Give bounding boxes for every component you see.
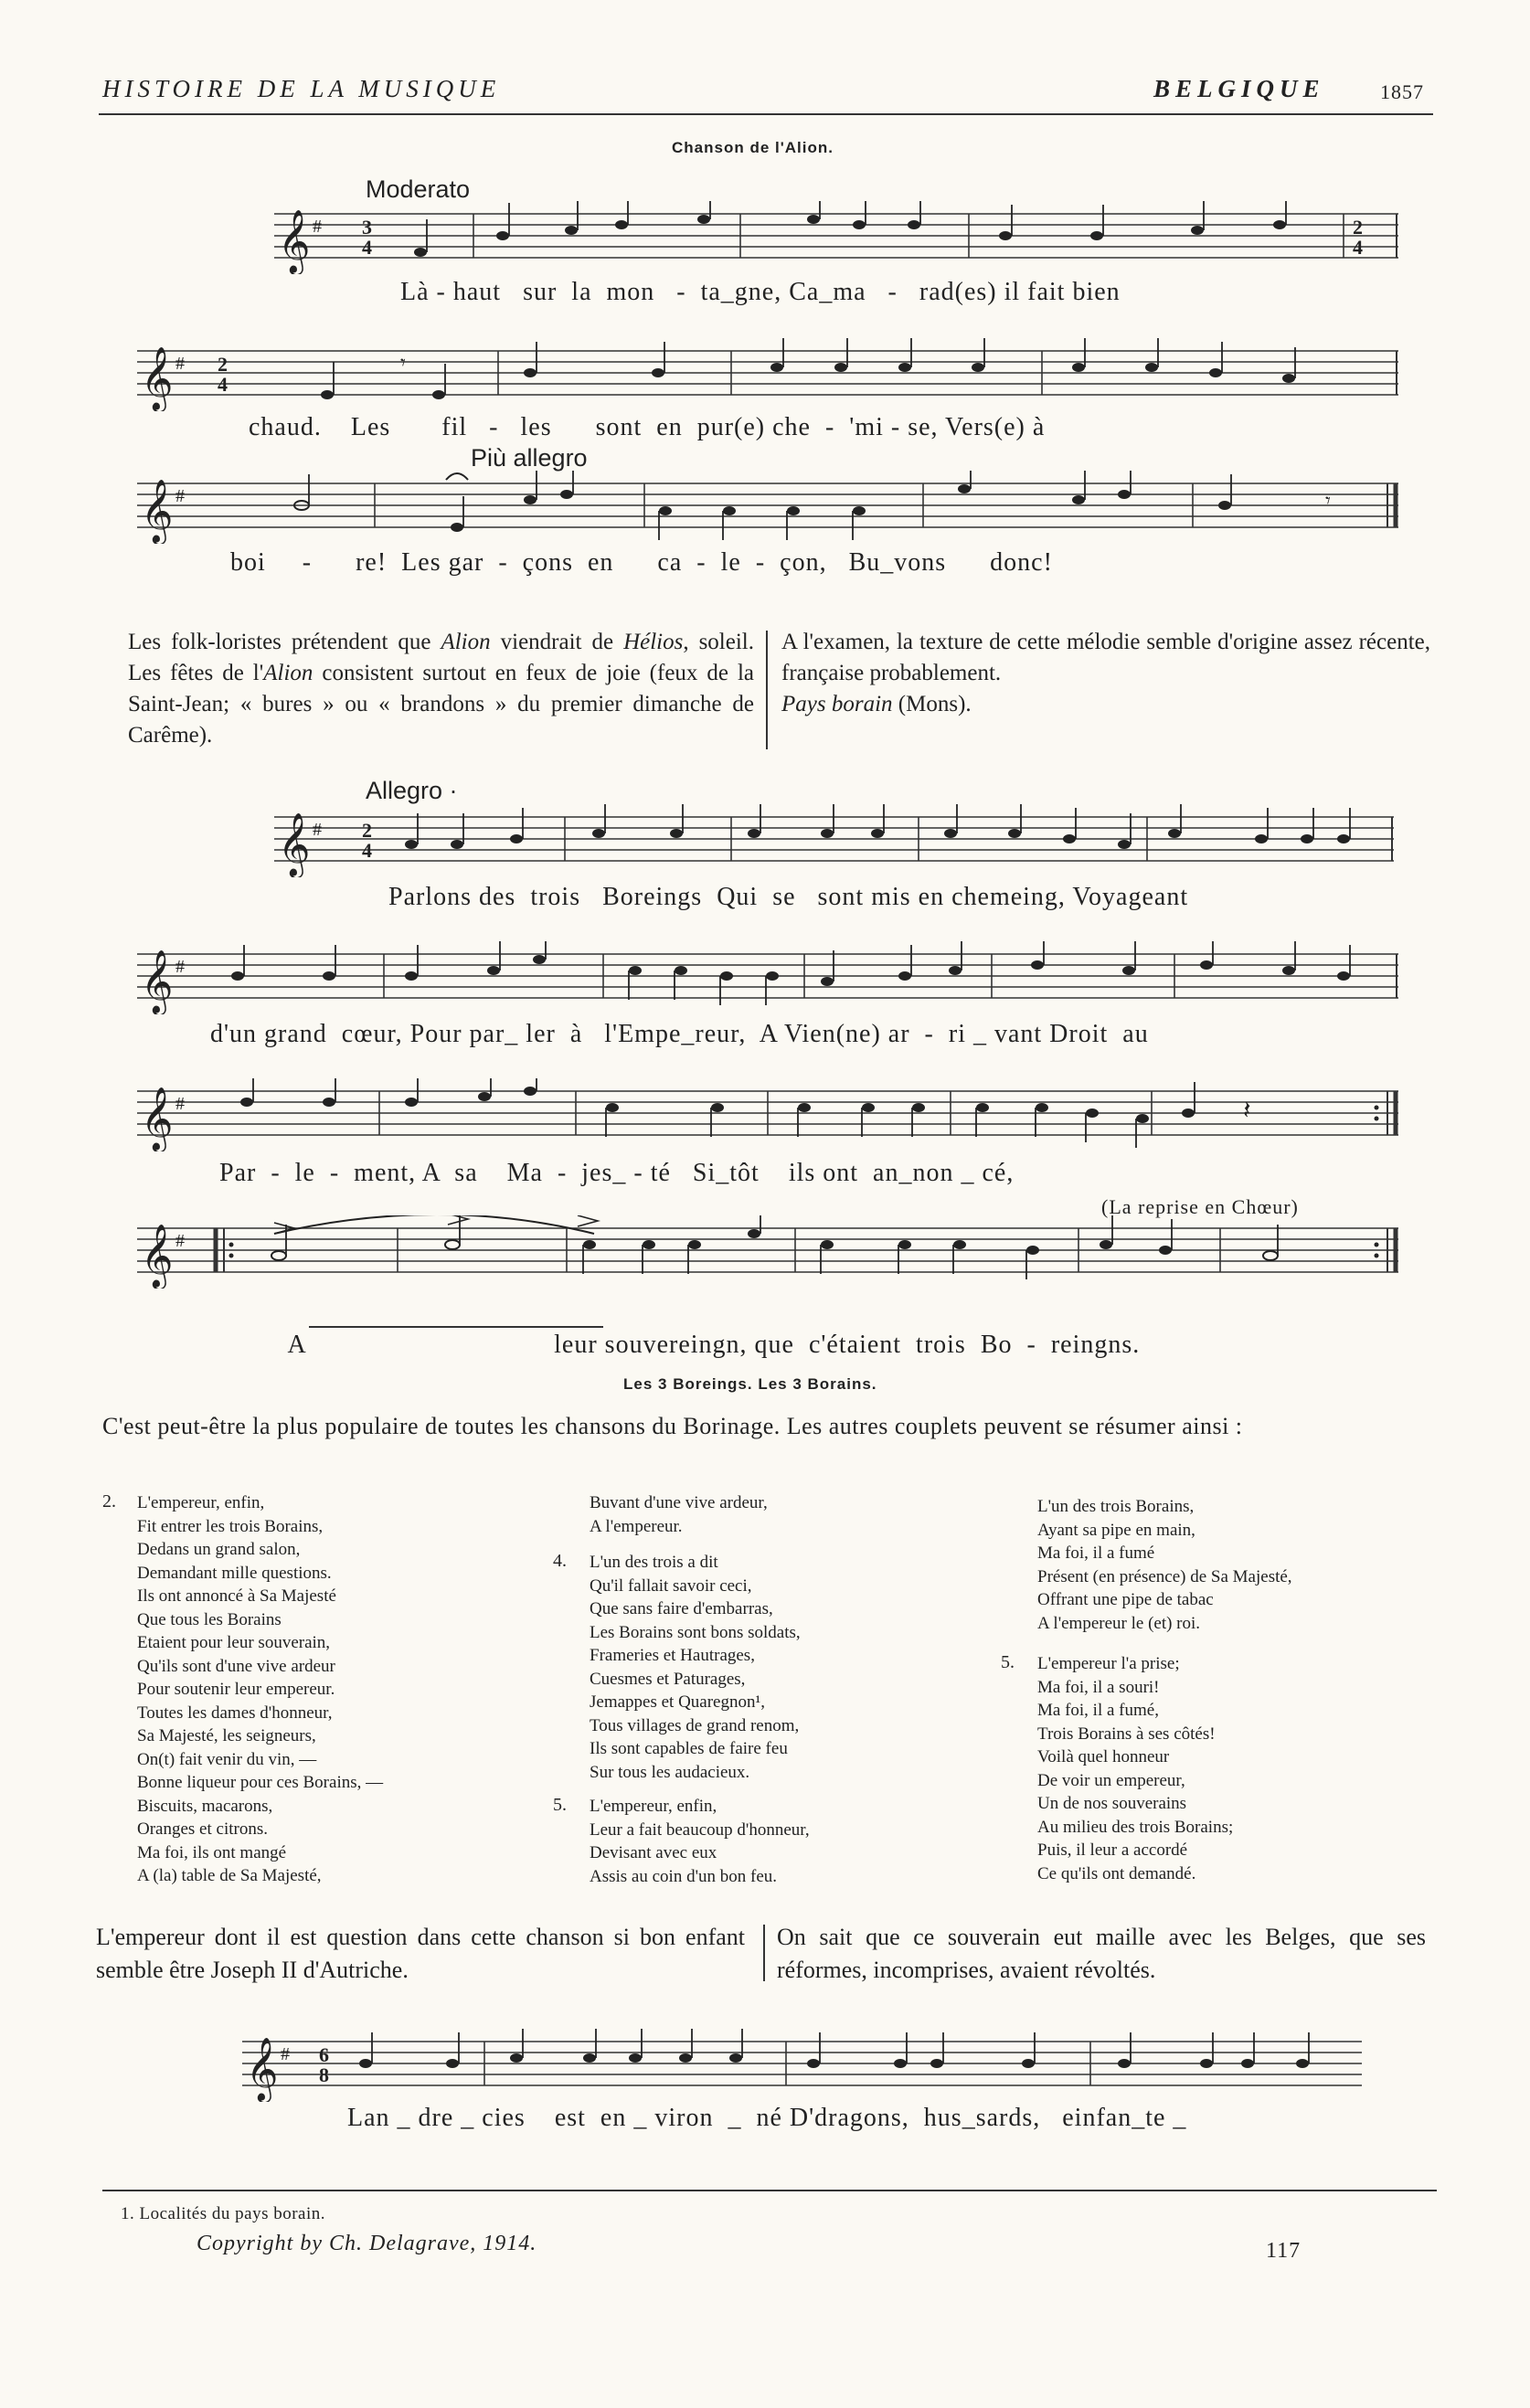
svg-text:#: # bbox=[175, 486, 185, 506]
verse-2-end: Buvant d'une vive ardeur, A l'empereur. bbox=[590, 1493, 768, 1536]
svg-text:𝄞: 𝄞 bbox=[141, 348, 174, 408]
svg-text:#: # bbox=[175, 957, 185, 977]
music-staff-system-4 bbox=[274, 804, 1394, 877]
commentary-1-right bbox=[781, 627, 1430, 720]
svg-text:𝄞: 𝄞 bbox=[141, 951, 174, 1012]
song2-lyrics-line-3: Par - le - ment, A sa Ma - jes_ - té Si_tôt ils ont an_non _ cé, bbox=[219, 1159, 1015, 1187]
intro-paragraph: C'est peut-être la plus populaire de toutes les chansons du Borinage. Les autres couplets peuvent se résumer ainsi : bbox=[102, 1413, 1243, 1439]
svg-text:𝄾: 𝄾 bbox=[400, 351, 406, 374]
svg-text:8: 8 bbox=[319, 2063, 329, 2086]
svg-text:𝄞: 𝄞 bbox=[278, 814, 311, 875]
verse-number-4: 4. bbox=[553, 1551, 567, 1571]
song2-lyrics-line-1: Parlons des trois Boreings Qui se sont mis en chemeing, Voyageant bbox=[388, 883, 1189, 911]
song1-lyrics-line-3: boi - re! Les gar - çons en ca - le - çon, Bu_vons donc! bbox=[230, 548, 1053, 577]
running-head-right: BELGIQUE bbox=[1153, 75, 1325, 102]
verse-4: L'un des trois a dit Qu'il fallait savoir ceci, Que sans faire d'embarras, Les Borains sont bons soldats, Frameries et Hautrages, Cuesmes et Paturages, Jemappes et Quaregnon¹, Tous villages de grand renom, Ils sont capables de faire feu Sur tous les audacieux. bbox=[590, 1553, 801, 1782]
commentary-1-right-text: A l'examen, la texture de cette mélodie semble d'origine assez récente, française probablement. bbox=[781, 630, 1430, 685]
song1-title: Chanson de l'Alion. bbox=[672, 139, 834, 156]
header-rule bbox=[99, 113, 1433, 115]
page-number: 117 bbox=[1266, 2239, 1302, 2263]
music-staff-system-7 bbox=[137, 1215, 1398, 1289]
commentary-1-left-text-c: , soleil. Les fêtes de l' bbox=[128, 630, 754, 685]
svg-text:4: 4 bbox=[1353, 236, 1363, 259]
svg-text:#: # bbox=[175, 354, 185, 374]
commentary-1-left-text-d: consistent surtout en feux de joie (feux de la Saint-Jean; « bures » ou « brandons » du premier dimanche de Carême). bbox=[128, 661, 754, 748]
running-head-left: HISTOIRE DE LA MUSIQUE bbox=[102, 75, 501, 102]
music-staff-system-2 bbox=[137, 338, 1398, 411]
music-staff-system-8 bbox=[242, 2029, 1362, 2102]
svg-text:𝄞: 𝄞 bbox=[278, 211, 311, 271]
svg-text:𝄞: 𝄞 bbox=[246, 2039, 279, 2099]
music-staff-system-3 bbox=[137, 471, 1398, 544]
commentary-1-left-em-a: Alion bbox=[441, 630, 491, 654]
song1-lyrics-line-2: chaud. Les fil - les sont en pur(e) che - 'mi - se, Vers(e) à bbox=[249, 413, 1046, 441]
svg-text:#: # bbox=[175, 1231, 185, 1251]
verse-4-continued: L'un des trois Borains, Ayant sa pipe en main, Ma foi, il a fumé Présent (en présence) de Sa Majesté, Offrant une pipe de tabac A l'empereur le (et) roi. bbox=[1037, 1497, 1292, 1633]
commentary-1-right-place: (Mons). bbox=[892, 692, 972, 716]
column-divider-1 bbox=[766, 631, 768, 749]
music-staff-system-5 bbox=[137, 941, 1398, 1014]
svg-text:3: 3 bbox=[362, 216, 372, 239]
svg-text:#: # bbox=[281, 2044, 290, 2064]
svg-text:6: 6 bbox=[319, 2043, 329, 2066]
svg-text:2: 2 bbox=[218, 353, 228, 376]
svg-text:4: 4 bbox=[362, 839, 372, 862]
verse-number-5b: 5. bbox=[1001, 1652, 1015, 1672]
commentary-1-left-em-c: Alion bbox=[263, 661, 313, 685]
melisma-line bbox=[309, 1326, 603, 1328]
column-divider-2 bbox=[763, 1925, 765, 1981]
footnote: 1. Localités du pays borain. bbox=[121, 2204, 326, 2223]
copyright-line: Copyright by Ch. Delagrave, 1914. bbox=[197, 2232, 537, 2255]
song2-lyrics-line-4-text: A leur souvereingn, que c'étaient trois Bo - reingns. bbox=[287, 1331, 1141, 1359]
running-head-page: 1857 bbox=[1380, 80, 1424, 103]
verse-2: L'empereur, enfin, Fit entrer les trois Borains, Dedans un grand salon, Demandant mille questions. Ils ont annoncé à Sa Majesté Que tous les Borains Etaient pour leur souverain, Qu'ils sont d'une vive ardeur Pour soutenir leur empereur. Toutes les dames d'honneur, Sa Majesté, les seigneurs, On(t) fait venir du vin, — Bonne liqueur pour ces Borains, — Biscuits, macarons, Oranges et citrons. Ma foi, ils ont mangé A (la) table de Sa Majesté, bbox=[137, 1493, 384, 1885]
svg-text:#: # bbox=[175, 1094, 185, 1114]
commentary-1-right-source: Pays borain bbox=[781, 692, 893, 716]
song2-tempo: Allegro · bbox=[366, 777, 458, 804]
song2-caption: Les 3 Boreings. Les 3 Borains. bbox=[623, 1375, 877, 1393]
music-staff-system-1 bbox=[274, 201, 1398, 274]
svg-text:𝄞: 𝄞 bbox=[141, 1088, 174, 1149]
svg-text:4: 4 bbox=[362, 236, 372, 259]
song2-reprise-note: (La reprise en Chœur) bbox=[1101, 1195, 1299, 1218]
song2-lyrics-line-4 bbox=[274, 1301, 1140, 1360]
verse-number-2: 2. bbox=[102, 1491, 116, 1512]
footnote-rule bbox=[102, 2190, 1437, 2191]
svg-text:𝄽: 𝄽 bbox=[1243, 1097, 1251, 1125]
svg-text:2: 2 bbox=[362, 819, 372, 842]
svg-text:𝄞: 𝄞 bbox=[141, 1225, 174, 1286]
song2-lyrics-line-2: d'un grand cœur, Pour par_ ler à l'Empe_reur, A Vien(ne) ar - ri _ vant Droit au bbox=[210, 1020, 1149, 1048]
svg-text:4: 4 bbox=[218, 373, 228, 396]
commentary-1-left-text-b: viendrait de bbox=[490, 630, 624, 654]
song1-tempo: Moderato bbox=[366, 175, 471, 203]
svg-text:𝄾: 𝄾 bbox=[1325, 489, 1331, 512]
music-staff-system-6 bbox=[137, 1078, 1398, 1151]
verse-5b: L'empereur l'a prise; Ma foi, il a souri! Ma foi, il a fumé, Trois Borains à ses côtés! Voilà quel honneur De voir un empereur, Un de nos souverains Au milieu des trois Borains; Puis, il leur a accordé Ce qu'ils ont demandé. bbox=[1037, 1654, 1234, 1883]
song1-tempo-2: Più allegro bbox=[471, 444, 588, 472]
verse-5a: L'empereur, enfin, Leur a fait beaucoup d'honneur, Devisant avec eux Assis au coin d'un bon feu. bbox=[590, 1797, 810, 1886]
svg-text:2: 2 bbox=[1353, 216, 1363, 239]
svg-text:𝄞: 𝄞 bbox=[141, 481, 174, 541]
commentary-1-left-text-a: Les folk-loristes prétendent que bbox=[128, 630, 441, 654]
commentary-1-left bbox=[128, 627, 754, 751]
commentary-2-right: On sait que ce souverain eut maille avec les Belges, que ses réformes, incomprises, avaient révoltés. bbox=[777, 1924, 1426, 1983]
commentary-2-left: L'empereur dont il est question dans cette chanson si bon enfant semble être Joseph II d'Autriche. bbox=[96, 1924, 745, 1983]
song3-lyrics: Lan _ dre _ cies est en _ viron _ né D'dragons, hus_sards, einfan_te _ bbox=[347, 2104, 1187, 2132]
commentary-1-left-em-b: Hélios bbox=[623, 630, 684, 654]
verse-number-5a: 5. bbox=[553, 1795, 567, 1815]
svg-text:#: # bbox=[313, 217, 322, 237]
svg-text:#: # bbox=[313, 820, 322, 840]
song1-lyrics-line-1: Là - haut sur la mon - ta_gne, Ca_ma - rad(es) il fait bien bbox=[400, 278, 1121, 306]
